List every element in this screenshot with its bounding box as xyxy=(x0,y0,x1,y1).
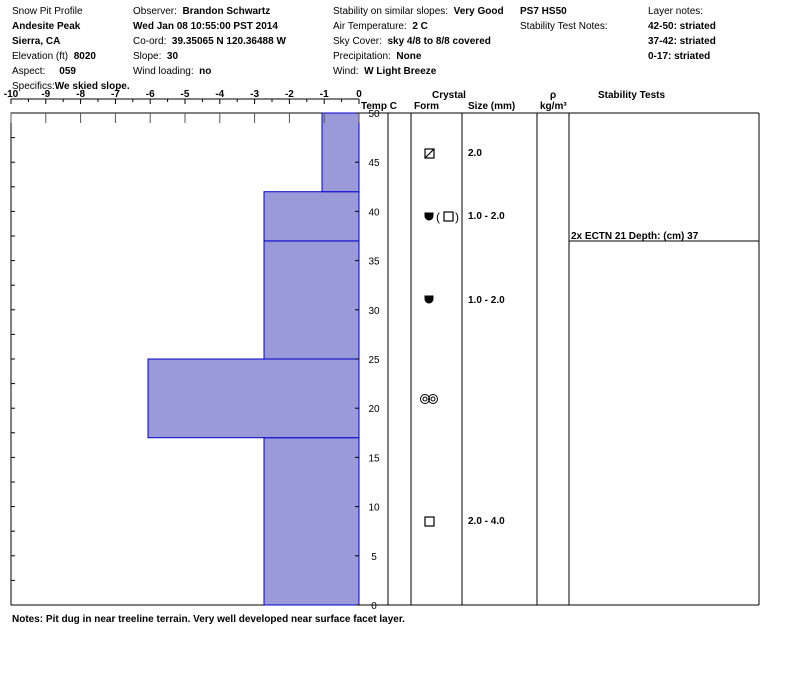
aspect-value: 059 xyxy=(59,66,76,77)
crystal-forms xyxy=(421,149,460,526)
slope-value: 30 xyxy=(166,51,179,62)
wind-loading-value: no xyxy=(199,66,212,77)
sky-value: sky 4/8 to 8/8 covered xyxy=(387,36,491,47)
depth-tick-label: 10 xyxy=(368,502,380,514)
temp-tick-label: 0 xyxy=(356,89,362,100)
facet-icon xyxy=(425,517,434,526)
depth-tick-label: 25 xyxy=(368,355,380,366)
ps-value: PS7 HS50 xyxy=(520,6,567,17)
layer-note: 0-17: striated xyxy=(648,51,711,62)
temp-tick-label: -9 xyxy=(41,89,51,100)
depth-tick-label: 40 xyxy=(368,207,380,219)
coord-value: 39.35065 N 120.36488 W xyxy=(171,36,286,47)
depth-tick-label: 45 xyxy=(368,158,380,170)
temp-tick-label: -10 xyxy=(3,89,19,100)
layer-note: 37-42: striated xyxy=(648,36,716,47)
elevation-value: 8020 xyxy=(73,51,96,62)
specifics-value: We skied slope. xyxy=(54,81,130,92)
hardness-layer-bar xyxy=(264,192,359,241)
depth-tick-label: 50 xyxy=(368,109,380,120)
svg-text:(: ( xyxy=(436,210,440,224)
size-cell: 1.0 - 2.0 xyxy=(468,295,505,306)
temp-tick-label: -5 xyxy=(180,89,190,100)
specifics-label: Specifics: xyxy=(12,81,55,92)
stability-tests-header: Stability Tests xyxy=(598,90,666,101)
density-column-header: ρ xyxy=(550,90,557,101)
depth-tick-label: 35 xyxy=(368,256,380,268)
hardness-layer-bar xyxy=(322,113,359,192)
depth-hoar-facet-icon xyxy=(425,210,459,224)
slope-label: Slope: xyxy=(133,51,162,62)
wind-label: Wind: xyxy=(333,66,359,77)
size-cell: 2.0 - 4.0 xyxy=(468,516,505,527)
stability-label: Stability on similar slopes: xyxy=(333,6,449,17)
elevation-label: Elevation (ft) xyxy=(12,51,69,62)
hardness-layer-bar xyxy=(264,241,359,359)
temp-axis xyxy=(4,89,362,104)
layer-note: 42-50: striated xyxy=(648,21,716,32)
air-temp-value: 2 C xyxy=(412,21,428,32)
aspect-label: Aspect: xyxy=(12,66,46,77)
temp-tick-label: -3 xyxy=(250,89,260,100)
temp-tick-label: -4 xyxy=(215,89,225,100)
observer-value: Brandon Schwartz xyxy=(182,6,271,17)
depth-tick-label: 20 xyxy=(368,404,380,416)
mixed-facet-icon xyxy=(425,149,434,158)
sky-label: Sky Cover: xyxy=(333,36,382,47)
observer-label: Observer: xyxy=(133,6,177,17)
stability-test-result: 2x ECTN 21 Depth: (cm) 37 xyxy=(571,231,699,242)
temp-column-header: Temp C xyxy=(361,101,397,112)
precip-value: None xyxy=(396,51,422,62)
stability-test-notes-label: Stability Test Notes: xyxy=(520,21,608,32)
layer-table xyxy=(359,113,759,605)
notes-label: Notes: xyxy=(12,614,44,625)
depth-tick-label: 30 xyxy=(368,305,380,317)
depth-tick-label: 0 xyxy=(371,601,377,612)
wind-value: W Light Breeze xyxy=(364,66,437,77)
size-cell: 1.0 - 2.0 xyxy=(468,211,505,222)
temp-tick-label: -7 xyxy=(110,89,120,100)
temp-tick-label: -8 xyxy=(76,89,86,100)
size-column-header: Size (mm) xyxy=(468,101,516,112)
observation-datetime: Wed Jan 08 10:55:00 PST 2014 xyxy=(133,21,278,32)
size-cell: 2.0 xyxy=(468,148,482,159)
stability-value: Very Good xyxy=(453,6,504,17)
hardness-layers xyxy=(148,113,359,605)
notes-text: Pit dug in near treeline terrain. Very well developed near surface facet layer. xyxy=(45,614,405,625)
temp-tick-label: -6 xyxy=(145,89,155,100)
temp-tick-label: -2 xyxy=(284,89,294,100)
layer-notes-label: Layer notes: xyxy=(648,6,704,17)
precip-label: Precipitation: xyxy=(333,51,391,62)
depth-tick-label: 15 xyxy=(368,453,380,465)
coord-label: Co-ord: xyxy=(133,36,167,47)
hardness-layer-bar xyxy=(148,359,359,438)
surface-hoar-icon xyxy=(421,395,438,404)
temp-tick-label: -1 xyxy=(319,89,329,100)
region: Sierra, CA xyxy=(12,36,61,47)
air-temp-label: Air Temperature: xyxy=(333,21,407,32)
density-unit-header: kg/m³ xyxy=(540,101,567,112)
form-column-header: Form xyxy=(414,101,439,112)
hardness-layer-bar xyxy=(264,438,359,605)
notes-row xyxy=(12,614,405,625)
location: Andesite Peak xyxy=(12,21,81,32)
crystal-column-header: Crystal xyxy=(432,90,466,101)
wind-loading-label: Wind loading: xyxy=(133,66,194,77)
pit-profile-title: Snow Pit Profile xyxy=(12,6,83,17)
depth-tick-label: 5 xyxy=(371,551,377,563)
svg-text:): ) xyxy=(455,210,459,224)
depth-hoar-icon xyxy=(425,296,433,303)
